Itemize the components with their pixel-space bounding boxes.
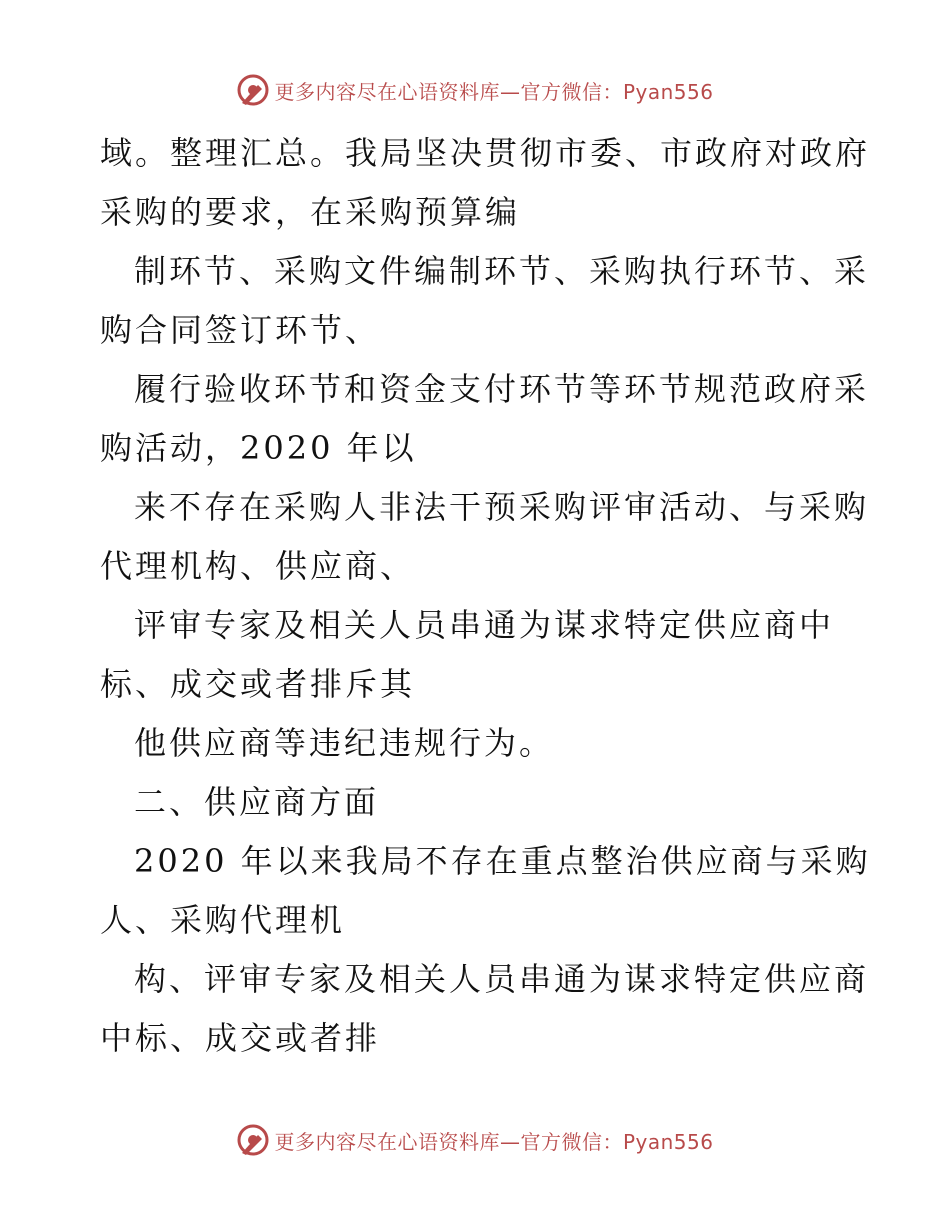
text-line: 履行验收环节和资金支付环节等环节规范政府采 <box>134 370 870 408</box>
text-line: 标、成交或者排斥其 <box>100 665 416 703</box>
text-line: 采购的要求，在采购预算编 <box>100 193 521 231</box>
text-line: 他供应商等违纪违规行为。 <box>134 724 555 762</box>
watermark-text: 更多内容尽在心语资料库—官方微信：Pyan556 <box>274 79 714 104</box>
header-watermark-banner <box>0 70 950 110</box>
text-line: 2020 年以来我局不存在重点整治供应商与采购 <box>134 842 871 880</box>
text-line: 二、供应商方面 <box>134 783 380 821</box>
pen-logo-icon <box>236 73 270 107</box>
text-line: 代理机构、供应商、 <box>100 547 416 585</box>
text-line: 购合同签订环节、 <box>100 311 381 349</box>
text-line: 人、采购代理机 <box>100 901 346 939</box>
text-line: 来不存在采购人非法干预采购评审活动、与采购 <box>134 488 870 526</box>
text-line: 域。整理汇总。我局坚决贯彻市委、市政府对政府 <box>100 134 871 172</box>
text-line: 制环节、采购文件编制环节、采购执行环节、采 <box>134 252 870 290</box>
document-body <box>100 124 871 1068</box>
watermark-text: 更多内容尽在心语资料库—官方微信：Pyan556 <box>274 1129 714 1154</box>
text-line: 评审专家及相关人员串通为谋求特定供应商中 <box>134 606 835 644</box>
text-line: 构、评审专家及相关人员串通为谋求特定供应商 <box>134 960 870 998</box>
pen-logo-icon <box>236 1123 270 1157</box>
footer-watermark-banner <box>0 1120 950 1160</box>
text-line: 购活动，2020 年以 <box>100 429 417 467</box>
text-line: 中标、成交或者排 <box>100 1019 381 1057</box>
